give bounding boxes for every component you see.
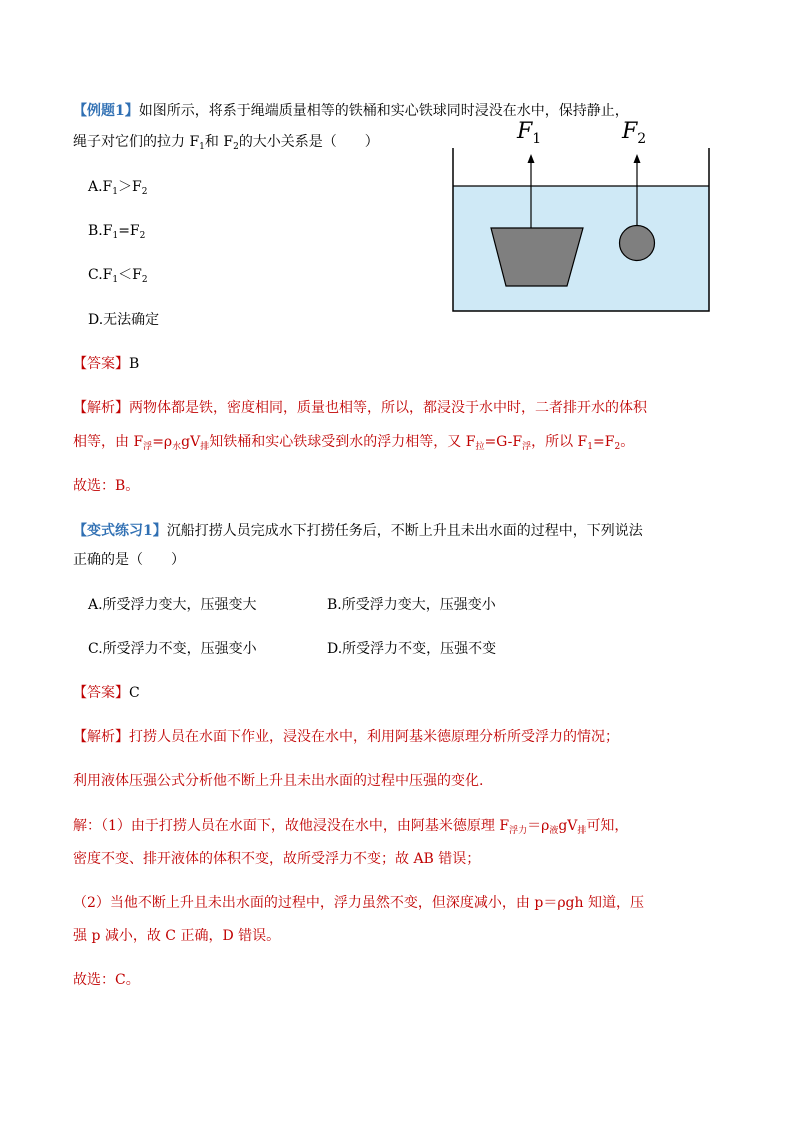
example-choose: 故选：B。 — [73, 478, 140, 494]
example-analysis-line2: 相等，由 $F_浮=\rho_水gV_排$知铁桶和实心铁球受到水的浮力相等，又 $F_拉=G-F_浮$，所以 $F_1=F_2$。 — [73, 434, 635, 452]
variant-choose: 故选：C。 — [73, 972, 140, 988]
label-f2: $F_2$ — [622, 119, 647, 147]
option-a: $A.F_1>F_2$ — [88, 179, 148, 197]
buoyancy-figure — [450, 110, 712, 315]
solution-line3: （2）当他不断上升且未出水面的过程中，浮力虽然不变，但深度减小，由 p＝ρgh 知道，压 — [73, 895, 644, 911]
variant-stem-line2: 正确的是（ ） — [73, 552, 185, 568]
option-c: $C.F_1<F_2$ — [88, 267, 148, 285]
answer-tag: 【答案】 — [73, 356, 129, 372]
variant-analysis-line2: 利用液体压强公式分析他不断上升且未出水面的过程中压强的变化. — [73, 773, 484, 789]
solution-line4: 强 p 减小，故 C 正确，D 错误。 — [73, 928, 281, 944]
water — [453, 186, 709, 311]
iron-ball — [620, 226, 655, 261]
variant-analysis-line1: 【解析】打捞人员在水面下作业，浸没在水中，利用阿基米德原理分析所受浮力的情况； — [73, 729, 619, 745]
variant-option-c: C.所受浮力不变，压强变小 — [88, 641, 257, 657]
variant-option-d: D.所受浮力不变，压强不变 — [327, 641, 497, 657]
option-d: D.无法确定 — [88, 312, 160, 328]
example-analysis-line1: 【解析】两物体都是铁，密度相同，质量也相等，所以，都浸没于水中时，二者排开水的体积 — [73, 400, 647, 416]
variant-answer: 【答案】C — [73, 685, 140, 701]
arrow-f1-head — [528, 154, 535, 163]
label-f1: $F_1$ — [517, 119, 542, 147]
variant-stem-line1: 【变式练习1】沉船打捞人员完成水下打捞任务后，不断上升且未出水面的过程中，下列说法 — [73, 523, 643, 539]
example-stem-line2: 绳子对它们的拉力 $F_1$和 $F_2$的大小关系是（ ） — [73, 134, 379, 152]
example-stem-line1: 【例题1】如图所示，将系于绳端质量相等的铁桶和实心铁球同时浸没在水中，保持静止， — [73, 103, 629, 119]
solution-line2: 密度不变、排开液体的体积不变，故所受浮力不变；故 AB 错误； — [73, 851, 481, 867]
iron-bucket — [491, 228, 583, 286]
example-tag: 【例题1】 — [73, 103, 139, 119]
variant-option-b: B.所受浮力变大，压强变小 — [327, 597, 496, 613]
solution-line1: 解：（1）由于打捞人员在水面下，故他浸没在水中，由阿基米德原理 $F_{浮力}=\rho_液gV_排$可知， — [73, 818, 629, 836]
variant-option-a: A.所受浮力变大，压强变大 — [88, 597, 257, 613]
example-answer: 【答案】B — [73, 356, 140, 372]
arrow-f2-head — [634, 154, 641, 163]
option-b: $B.F_1=F_2$ — [88, 223, 146, 241]
variant-tag: 【变式练习1】 — [73, 523, 167, 539]
